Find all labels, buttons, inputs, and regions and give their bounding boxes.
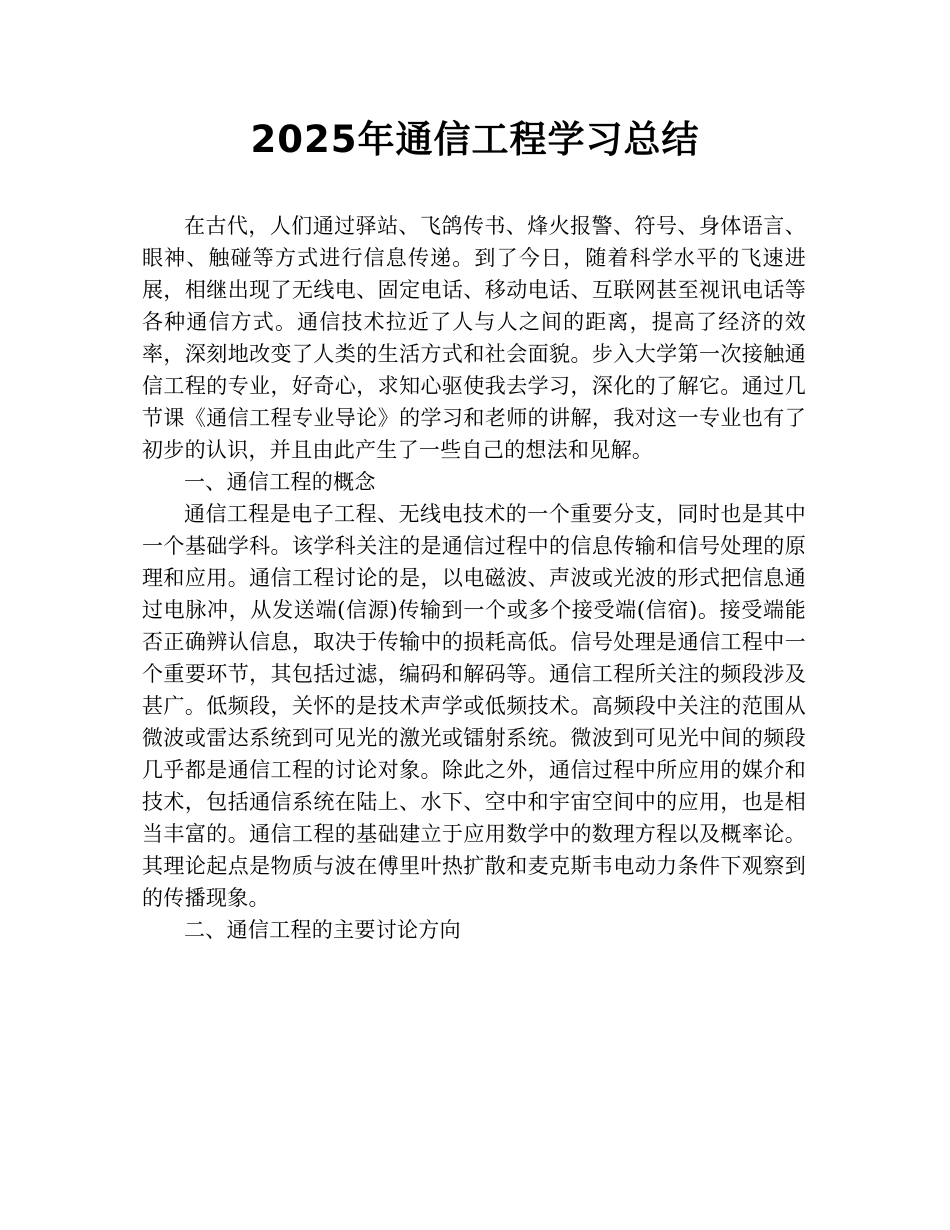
concept-paragraph: 通信工程是电子工程、无线电技术的一个重要分支，同时也是其中一个基础学科。该学科关注的是通信过程中的信息传输和信号处理的原理和应用。通信工程讨论的是，以电磁波、声波或光波的形式把信息通过电脉冲，从发送端(信源)传输到一个或多个接受端(信宿)。接受端能否正确辨认信息，取决于传输中的损耗高低。信号处理是通信工程中一个重要环节，其包括过滤，编码和解码等。通信工程所关注的频段涉及甚广。低频段，关怀的是技术声学或低频技术。高频段中关注的范围从微波或雷达系统到可见光的激光或镭射系统。微波到可见光中间的频段几乎都是通信工程的讨论对象。除此之外，通信过程中所应用的媒介和技术，包括通信系统在陆上、水下、空中和宇宙空间中的应用，也是相当丰富的。通信工程的基础建立于应用数学中的数理方程以及概率论。其理论起点是物质与波在傅里叶热扩散和麦克斯韦电动力条件下观察到的传播现象。 xyxy=(142,502,806,910)
section-heading-research-directions: 二、通信工程的主要讨论方向 xyxy=(184,918,461,942)
document-body xyxy=(142,210,806,946)
document-title: 2025年通信工程学习总结 xyxy=(250,118,700,161)
section-heading-concept: 一、通信工程的概念 xyxy=(184,470,376,494)
intro-paragraph: 在古代，人们通过驿站、飞鸽传书、烽火报警、符号、身体语言、眼神、触碰等方式进行信息传递。到了今日，随着科学水平的飞速进展，相继出现了无线电、固定电话、移动电话、互联网甚至视讯电话等各种通信方式。通信技术拉近了人与人之间的距离，提高了经济的效率，深刻地改变了人类的生活方式和社会面貌。步入大学第一次接触通信工程的专业，好奇心，求知心驱使我去学习，深化的了解它。通过几节课《通信工程专业导论》的学习和老师的讲解，我对这一专业也有了初步的认识，并且由此产生了一些自己的想法和见解。 xyxy=(142,214,806,462)
